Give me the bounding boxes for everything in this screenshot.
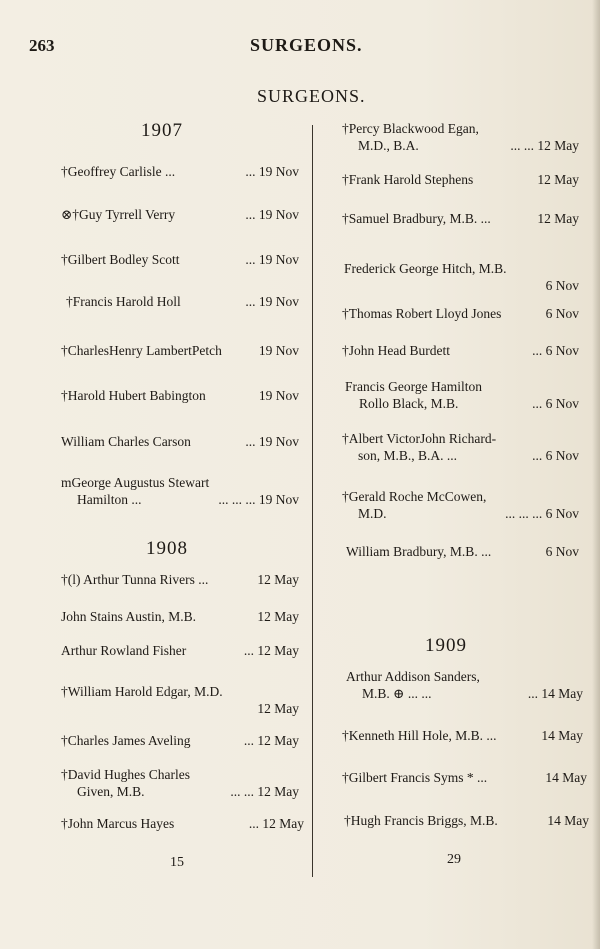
page-edge-shadow — [592, 0, 600, 949]
list-item — [342, 769, 587, 786]
admission-date: ... ... ... 19 Nov — [218, 492, 299, 507]
surgeon-name: John Stains Austin, M.B. — [61, 609, 197, 624]
list-item — [61, 342, 299, 359]
surgeon-name: †John Marcus Hayes — [61, 816, 175, 831]
list-item — [342, 120, 579, 154]
surgeon-name: †(l) Arthur Tunna Rivers ... — [61, 572, 209, 587]
surgeon-name-continued: M.B. ⊕ ... ... — [362, 686, 432, 701]
surgeon-name: †Albert VictorJohn Richard- — [342, 431, 497, 446]
admission-date: ... 19 Nov — [245, 294, 299, 309]
list-item — [346, 668, 583, 702]
surgeon-name: †Gerald Roche McCowen, — [342, 489, 487, 504]
list-item — [61, 387, 299, 404]
surgeon-name: ⊗†Guy Tyrrell Verry — [61, 207, 176, 222]
admission-date: ... 12 May — [243, 733, 299, 748]
column-divider — [312, 125, 313, 877]
list-item — [342, 305, 579, 322]
surgeon-name: †Kenneth Hill Hole, M.B. ... — [342, 728, 497, 743]
admission-date: ... 6 Nov — [532, 343, 579, 358]
admission-date: ... 6 Nov — [532, 396, 579, 411]
surgeon-name: Arthur Addison Sanders, — [346, 669, 480, 684]
list-item — [342, 342, 579, 359]
admission-date: ... 6 Nov — [532, 448, 579, 463]
surgeon-name: †Percy Blackwood Egan, — [342, 121, 479, 136]
surgeon-name: †Geoffrey Carlisle ... — [61, 164, 176, 179]
admission-date: 14 May — [545, 770, 587, 785]
list-item — [61, 474, 299, 508]
list-item — [61, 642, 299, 659]
signature-number: 29 — [447, 852, 461, 867]
surgeon-name: †Harold Hubert Babington — [61, 388, 206, 403]
admission-date: 19 Nov — [258, 388, 299, 403]
admission-date: ... 12 May — [243, 643, 299, 658]
list-item — [61, 571, 299, 588]
surgeon-name: William Bradbury, M.B. ... — [346, 544, 492, 559]
surgeon-name: †Thomas Robert Lloyd Jones — [342, 306, 502, 321]
surgeon-name-continued: son, M.B., B.A. ... — [358, 448, 458, 463]
surgeon-name: Francis George Hamilton — [345, 379, 482, 394]
admission-date: ... 19 Nov — [245, 434, 299, 449]
surgeon-name: †Hugh Francis Briggs, M.B. — [344, 813, 498, 828]
admission-date: 14 May — [547, 813, 589, 828]
surgeon-name-continued: M.D., B.A. — [358, 138, 419, 153]
admission-date: ... 19 Nov — [245, 164, 299, 179]
admission-date: ... ... 12 May — [230, 784, 299, 799]
admission-date: ... 19 Nov — [245, 252, 299, 267]
admission-date: 12 May — [537, 172, 579, 187]
surgeon-name-continued: Hamilton ... — [77, 492, 142, 507]
list-item — [344, 812, 589, 829]
running-title: SURGEONS. — [250, 35, 363, 55]
admission-date: 6 Nov — [545, 278, 579, 293]
admission-date: 14 May — [541, 728, 583, 743]
list-item — [61, 251, 299, 268]
signature-number: 15 — [170, 855, 184, 870]
list-item — [61, 732, 299, 749]
list-item — [61, 608, 299, 625]
surgeon-name: †Gilbert Bodley Scott — [61, 252, 180, 267]
surgeon-name: †Francis Harold Holl — [66, 294, 181, 309]
surgeon-name: Arthur Rowland Fisher — [61, 643, 187, 658]
admission-date: 6 Nov — [545, 544, 579, 559]
year-heading-1909: 1909 — [425, 635, 467, 656]
surgeon-name: Frederick George Hitch, M.B. — [344, 261, 507, 276]
admission-date: 12 May — [257, 609, 299, 624]
surgeon-name: †Frank Harold Stephens — [342, 172, 474, 187]
admission-date: ... ... ... 6 Nov — [505, 506, 579, 521]
year-heading-1907: 1907 — [141, 120, 183, 141]
admission-date: ... 19 Nov — [245, 207, 299, 222]
admission-date: 19 Nov — [258, 343, 299, 358]
surgeon-name: †John Head Burdett — [342, 343, 450, 358]
list-item — [61, 433, 299, 450]
year-heading-1908: 1908 — [146, 538, 188, 559]
admission-date: 12 May — [257, 572, 299, 587]
surgeon-name: William Charles Carson — [61, 434, 191, 449]
admission-date: ... ... 12 May — [510, 138, 579, 153]
surgeon-name-continued: Rollo Black, M.B. — [359, 396, 459, 411]
admission-date: 12 May — [537, 211, 579, 226]
list-item — [61, 815, 304, 832]
admission-date: 6 Nov — [545, 306, 579, 321]
admission-date: ... 14 May — [527, 686, 583, 701]
surgeon-name-continued: Given, M.B. — [77, 784, 145, 799]
admission-date: ... 12 May — [248, 816, 304, 831]
admission-date: 12 May — [257, 701, 299, 716]
list-item — [66, 293, 299, 310]
surgeon-name: †Charles James Aveling — [61, 733, 191, 748]
surgeon-name-continued: M.D. — [358, 506, 387, 521]
page-number: 263 — [29, 36, 55, 55]
list-item — [342, 727, 583, 744]
list-item — [61, 683, 299, 717]
list-item — [342, 430, 579, 464]
surgeon-name: †David Hughes Charles — [61, 767, 190, 782]
list-item — [344, 260, 579, 294]
surgeon-name: mGeorge Augustus Stewart — [61, 475, 210, 490]
surgeon-name: †William Harold Edgar, M.D. — [61, 684, 223, 699]
surgeon-name: †Gilbert Francis Syms * ... — [342, 770, 488, 785]
surgeon-name: †CharlesHenry LambertPetch — [61, 343, 222, 358]
list-item — [342, 210, 579, 227]
list-item — [346, 543, 579, 560]
list-item — [342, 171, 579, 188]
list-item — [61, 206, 299, 223]
section-title: SURGEONS. — [257, 86, 366, 106]
list-item — [61, 163, 299, 180]
surgeon-name: †Samuel Bradbury, M.B. ... — [342, 211, 491, 226]
list-item — [345, 378, 579, 412]
list-item — [342, 488, 579, 522]
list-item — [61, 766, 299, 800]
